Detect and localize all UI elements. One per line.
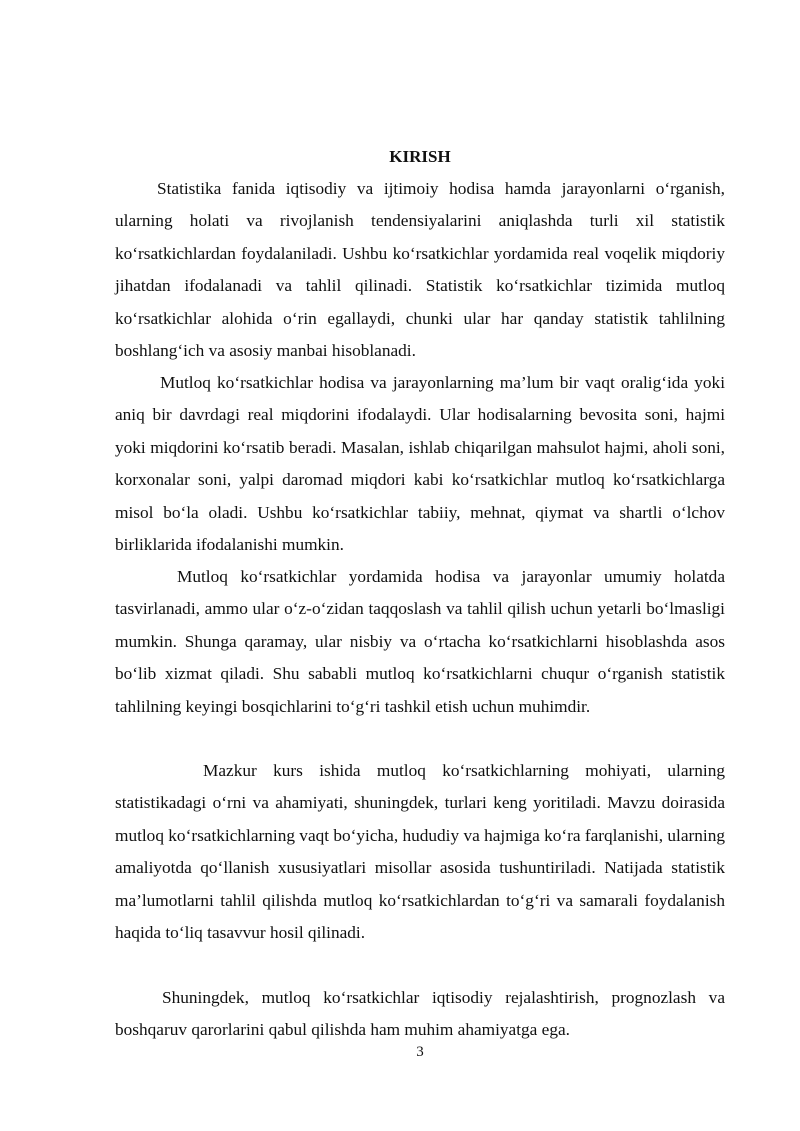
paragraph-4: Mazkur kurs ishida mutloq ko‘rsatkichlarning mohiyati, ularning statistikadagi o‘rni va ahamiyati, shuningdek, turlari keng yoritiladi. Mavzu doirasida mutloq ko‘rsatkichlarning vaqt bo‘yicha, hududiy va hajmiga ko‘ra farqlanishi, ularning amaliyotda qo‘llanish xususiyatlari misollar asosida tushuntiriladi. Natijada statistik ma’lumotlarni tahlil qilishda mutloq ko‘rsatkichlardan to‘g‘ri va samarali foydalanish haqida to‘liq tasavvur hosil qilinadi. [115, 761, 725, 943]
paragraph-5: Shuningdek, mutloq ko‘rsatkichlar iqtisodiy rejalashtirish, prognozlash va boshqaruv qarorlarini qabul qilishda ham muhim ahamiyatga ega. [115, 988, 725, 1040]
paragraph-2: Mutloq ko‘rsatkichlar hodisa va jarayonlarning ma’lum bir vaqt oralig‘ida yoki aniq bir davrdagi real miqdorini ifodalaydi. Ular hodisalarning bevosita soni, hajmi yoki miqdorini ko‘rsatib beradi. Masalan, ishlab chiqarilgan mahsulot hajmi, aholi soni, korxonalar soni, yalpi daromad miqdori kabi ko‘rsatkichlar mutloq ko‘rsatkichlarga misol bo‘la oladi. Ushbu ko‘rsatkichlar tabiiy, mehnat, qiymat va shartli o‘lchov birliklarida ifodalanishi mumkin. [115, 373, 725, 555]
section-heading: KIRISH [389, 147, 451, 166]
paragraph-3: Mutloq ko‘rsatkichlar yordamida hodisa va jarayonlar umumiy holatda tasvirlanadi, ammo ular o‘z-o‘zidan taqqoslash va tahlil qilish uchun yetarli bo‘lmasligi mumkin. Shunga qaramay, ular nisbiy va o‘rtacha ko‘rsatkichlarni hisoblashda asos bo‘lib xizmat qiladi. Shu sababli mutloq ko‘rsatkichlarni chuqur o‘rganish statistik tahlilning keyingi bosqichlarini to‘g‘ri tashkil etish uchun muhimdir. [115, 567, 725, 716]
page-number: 3 [416, 1044, 424, 1060]
paragraph-1: Statistika fanida iqtisodiy va ijtimoiy hodisa hamda jarayonlarni o‘rganish, ularning holati va rivojlanish tendensiyalarini aniqlashda turli xil statistik ko‘rsatkichlardan foydalaniladi. Ushbu ko‘rsatkichlar yordamida real voqelik miqdoriy jihatdan ifodalanadi va tahlil qilinadi. Statistik ko‘rsatkichlar tizimida mutloq ko‘rsatkichlar alohida o‘rin egallaydi, chunki ular har qanday statistik tahlilning boshlang‘ich va asosiy manbai hisoblanadi. [115, 179, 725, 361]
